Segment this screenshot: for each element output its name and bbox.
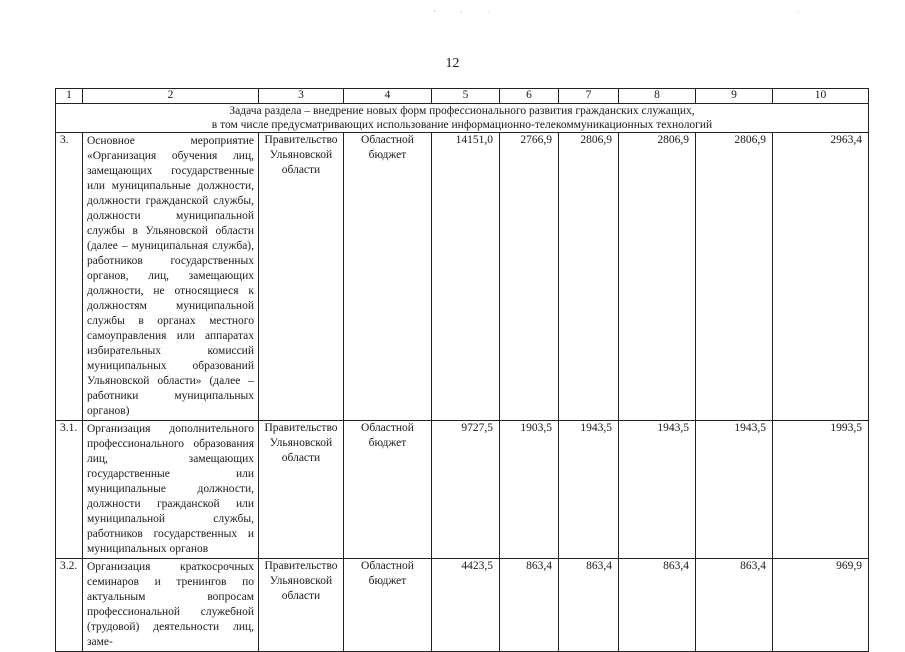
task-heading: Задача раздела – внедрение новых форм профессионального развития гражданских служащих, в том числе предусматривающих использование информационно-телекоммуникационных технологий	[56, 104, 869, 133]
funding-value: 1943,5	[696, 421, 773, 559]
column-number: 9	[696, 89, 773, 104]
scan-mark: '	[434, 9, 436, 17]
column-number: 7	[559, 89, 619, 104]
column-number-row	[56, 89, 869, 104]
executor: Правительство Ульяновской области	[259, 133, 344, 421]
funding-value: 2806,9	[619, 133, 696, 421]
row-number: 3.1.	[56, 421, 83, 559]
funding-value: 2766,9	[500, 133, 559, 421]
funding-value: 2806,9	[696, 133, 773, 421]
executor: Правительство Ульяновской области	[259, 421, 344, 559]
funding-value: 863,4	[619, 559, 696, 652]
funding-value: 1943,5	[559, 421, 619, 559]
column-number: 8	[619, 89, 696, 104]
funding-source: Областной бюджет	[344, 559, 432, 652]
row-number: 3.	[56, 133, 83, 421]
funding-source: Областной бюджет	[344, 133, 432, 421]
column-number: 6	[500, 89, 559, 104]
scan-mark: ·	[460, 9, 463, 17]
funding-value: 1903,5	[500, 421, 559, 559]
table-row	[56, 421, 869, 559]
scan-mark: ·	[797, 9, 800, 17]
funding-source: Областной бюджет	[344, 421, 432, 559]
funding-value: 863,4	[559, 559, 619, 652]
executor: Правительство Ульяновской области	[259, 559, 344, 652]
funding-value: 1993,5	[773, 421, 869, 559]
funding-value: 863,4	[500, 559, 559, 652]
funding-value: 2806,9	[559, 133, 619, 421]
page-number: 12	[445, 56, 460, 71]
funding-value: 1943,5	[619, 421, 696, 559]
column-number: 4	[344, 89, 432, 104]
funding-value: 2963,4	[773, 133, 869, 421]
funding-value: 14151,0	[432, 133, 500, 421]
funding-value: 863,4	[696, 559, 773, 652]
column-number: 1	[56, 89, 83, 104]
activity-description: Организация краткосрочных семинаров и тренингов по актуальным вопросам профессиональной служебной (трудовой) деятельности лиц, заме-	[83, 559, 259, 652]
column-number: 5	[432, 89, 500, 104]
table-row	[56, 133, 869, 421]
activity-description: Основное мероприятие «Организация обучения лиц, замещающих государственные или муниципальные должности, должности гражданской службы, должности муниципальной службы в Ульяновской области (далее – муниципальная служба), работников государственных органов, лиц, замещающих должности, не относящиеся к должностям муниципальной службы в органах местного самоуправления или аппаратах избирательных комиссий муниципальных образований Ульяновской области» (далее – работники муниципальных органов)	[83, 133, 259, 421]
column-number: 10	[773, 89, 869, 104]
column-number: 2	[83, 89, 259, 104]
funding-value: 9727,5	[432, 421, 500, 559]
activity-description: Организация дополнительного профессионального образования лиц, замещающих государственные или муниципальные должности, должности гражданской или муниципальной службы, работников государственных и муниципальных органов	[83, 421, 259, 559]
row-number: 3.2.	[56, 559, 83, 652]
program-table	[55, 88, 869, 652]
table-row	[56, 559, 869, 652]
column-number: 3	[259, 89, 344, 104]
scan-mark: ·	[488, 9, 491, 17]
funding-value: 969,9	[773, 559, 869, 652]
task-heading-row	[56, 104, 869, 133]
funding-value: 4423,5	[432, 559, 500, 652]
